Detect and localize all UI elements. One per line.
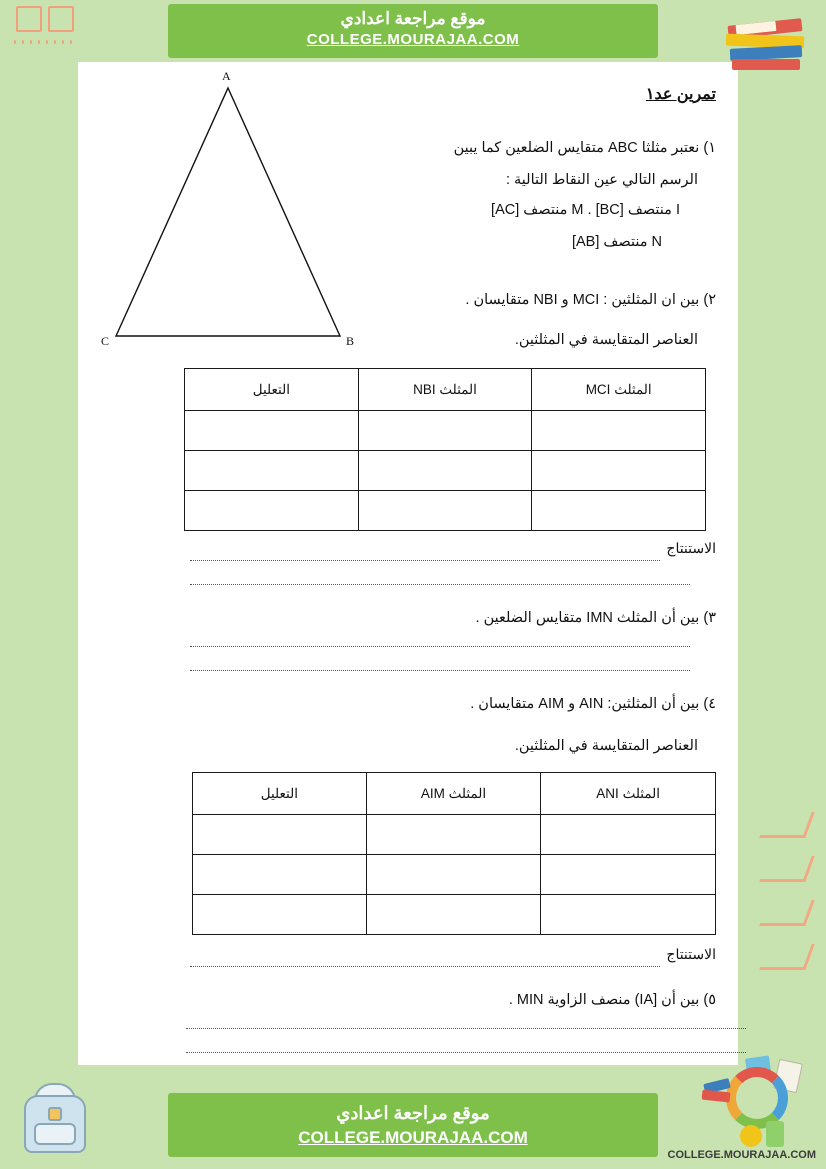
table2-cell[interactable] bbox=[193, 895, 367, 935]
answer-line[interactable] bbox=[190, 670, 690, 671]
page-border-left bbox=[0, 0, 78, 1169]
table-row bbox=[193, 855, 716, 895]
decor-chevron-icon bbox=[759, 812, 814, 838]
q2-line2: العناصر المتقايسة في المثلثين. bbox=[514, 332, 698, 348]
backpack-icon bbox=[18, 1077, 92, 1157]
table1-cell[interactable] bbox=[358, 451, 532, 491]
triangle-vertex-b: B bbox=[346, 334, 355, 348]
q3-line1: ٣) بين أن المثلث IMN متقايس الضلعين . bbox=[475, 610, 716, 626]
answer-line[interactable] bbox=[186, 1028, 746, 1029]
triangle-vertex-c: C bbox=[101, 334, 110, 348]
comparison-table-2 bbox=[192, 772, 716, 935]
table1-header-1: المثلث NBI bbox=[358, 369, 532, 411]
science-icons bbox=[700, 1055, 818, 1151]
table2-cell[interactable] bbox=[541, 895, 716, 935]
decor-chevron-icon bbox=[759, 856, 814, 882]
footer-credit: COLLEGE.MOURAJAA.COM bbox=[667, 1149, 816, 1161]
q5-line1: ٥) بين أن [IA) منصف الزاوية MIN . bbox=[508, 992, 716, 1008]
table2-header-1: المثلث AIM bbox=[366, 773, 541, 815]
table-header-row bbox=[193, 773, 716, 815]
table1-cell[interactable] bbox=[532, 491, 706, 531]
answer-line[interactable] bbox=[190, 646, 690, 647]
header-site-url: COLLEGE.MOURAJAA.COM bbox=[306, 31, 520, 48]
table-row bbox=[185, 411, 706, 451]
table2-cell[interactable] bbox=[541, 815, 716, 855]
table1-cell[interactable] bbox=[358, 491, 532, 531]
conclusion-2-label: الاستنتاج bbox=[666, 946, 716, 962]
table-row bbox=[185, 491, 706, 531]
table-header-row bbox=[185, 369, 706, 411]
table1-cell[interactable] bbox=[185, 491, 359, 531]
q1-line2: الرسم التالي عين النقاط التالية : bbox=[505, 172, 698, 188]
table2-cell[interactable] bbox=[366, 815, 541, 855]
decor-dots bbox=[14, 40, 72, 82]
table2-cell[interactable] bbox=[366, 855, 541, 895]
table1-cell[interactable] bbox=[532, 451, 706, 491]
decor-square-icon bbox=[48, 6, 74, 32]
q2-line1: ٢) بين ان المثلثين : MCI و NBI متقايسان . bbox=[465, 292, 716, 308]
books-icon bbox=[716, 6, 812, 78]
footer-site-name: موقع مراجعة اعدادي bbox=[336, 1103, 490, 1123]
table1-cell[interactable] bbox=[358, 411, 532, 451]
q1-line3: I منتصف [BC] . M منتصف [AC] bbox=[491, 202, 680, 218]
decor-square-icon bbox=[16, 6, 42, 32]
q1-line4: N منتصف [AB] bbox=[571, 234, 662, 250]
conclusion-1-label: الاستنتاج bbox=[666, 540, 716, 556]
header-site-name: موقع مراجعة اعدادي bbox=[340, 9, 486, 28]
comparison-table-1 bbox=[184, 368, 706, 531]
table2-cell[interactable] bbox=[193, 815, 367, 855]
table1-cell[interactable] bbox=[532, 411, 706, 451]
header-banner bbox=[168, 4, 658, 58]
table1-cell[interactable] bbox=[185, 451, 359, 491]
table2-cell[interactable] bbox=[366, 895, 541, 935]
table1-cell[interactable] bbox=[185, 411, 359, 451]
table1-header-0: المثلث MCI bbox=[532, 369, 706, 411]
answer-line[interactable] bbox=[190, 966, 660, 967]
answer-line[interactable] bbox=[186, 1052, 746, 1053]
table2-cell[interactable] bbox=[193, 855, 367, 895]
table1-header-2: التعليل bbox=[185, 369, 359, 411]
answer-line[interactable] bbox=[190, 584, 690, 585]
triangle-vertex-a: A bbox=[222, 69, 231, 83]
exercise-title: تمرين عد١ bbox=[645, 86, 716, 103]
table2-header-0: المثلث ANI bbox=[541, 773, 716, 815]
answer-line[interactable] bbox=[190, 560, 660, 561]
footer-site-url: COLLEGE.MOURAJAA.COM bbox=[298, 1128, 528, 1147]
decor-chevron-icon bbox=[759, 900, 814, 926]
table-row bbox=[185, 451, 706, 491]
footer-banner bbox=[168, 1093, 658, 1157]
decor-chevron-icon bbox=[759, 944, 814, 970]
table-row bbox=[193, 895, 716, 935]
q1-line1: ١) نعتبر مثلثا ABC متقايس الضلعين كما يبين bbox=[453, 140, 716, 156]
table2-cell[interactable] bbox=[541, 855, 716, 895]
table-row bbox=[193, 815, 716, 855]
page-border-right bbox=[738, 0, 826, 1169]
worksheet-content bbox=[96, 66, 716, 1046]
q4-line2: العناصر المتقايسة في المثلثين. bbox=[514, 738, 698, 754]
table2-header-2: التعليل bbox=[193, 773, 367, 815]
q4-line1: ٤) بين أن المثلثين: AIN و AIM متقايسان . bbox=[470, 696, 716, 712]
triangle-figure bbox=[96, 66, 366, 356]
